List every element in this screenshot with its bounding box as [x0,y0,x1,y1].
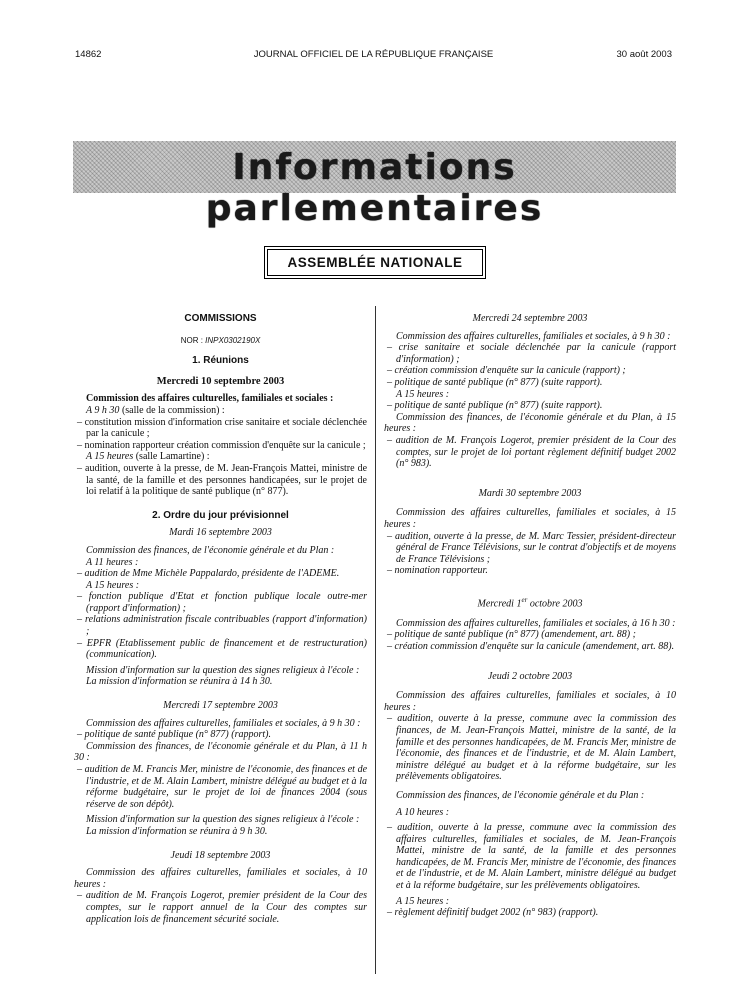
list-item: – création commission d'enquête sur la canicule (rapport) ; [384,365,676,377]
time: A 15 heures : [396,895,450,907]
list-item: – audition, ouverte à la presse, commune avec la commission des finances, de M. Jean-François Mattei, ministre de la santé, de la famille et des personnes handicapées, de M. Francis Mer, ministre de l'économie, des finances et de l'industrie, et de M. Alain Lambert, ministre délégué au budget et à la réforme budgétaire, sur les prélèvements obligatoires. [384,713,676,783]
journal-title: JOURNAL OFFICIEL DE LA RÉPUBLIQUE FRANÇAISE [253,49,494,60]
time: A 15 heures : [86,579,140,591]
time: A 11 heures : [86,556,139,568]
list-item: – crise sanitaire et sociale déclenchée par la canicule (rapport d'information) ; [384,342,676,365]
list-item: – EPFR (Etablissement public de financement et de restructuration) (communication). [74,638,367,661]
list-item: – politique de santé publique (n° 877) (rapport). [74,729,367,741]
list-item: – fonction publique d'Etat et fonction publique locale outre-mer (rapport d'information) ; [74,591,367,614]
list-item: – audition de M. François Logerot, premier président de la Cour des comptes, sur le projet de loi portant règlement définitif budget 2002 (n° 983). [384,435,676,470]
page-number: 14862 [75,49,102,60]
chamber-title: ASSEMBLÉE NATIONALE [287,255,463,270]
chamber-box [267,249,483,276]
commission-name: Commission des finances, de l'économie générale et du Plan, à 11 h 30 : [74,740,367,764]
agenda-list [384,400,676,412]
date-heading [384,595,676,610]
time-line [74,405,367,417]
time-line [74,451,367,463]
agenda-list [74,591,367,661]
list-item: – nomination rapporteur. [384,565,676,577]
list-item: – règlement définitif budget 2002 (n° 983) (rapport). [384,907,676,919]
agenda-list [74,417,367,452]
agenda-list [74,568,367,580]
agenda-list [384,822,676,892]
running-header [75,49,672,63]
nor-code: INPX0302190X [205,335,261,345]
mission-note: La mission d'information se réunira à 14 h 30. [86,676,273,688]
section-banner [73,141,676,229]
issue-date: 30 août 2003 [616,49,672,60]
date-heading: Jeudi 2 octobre 2003 [487,670,573,682]
agenda-list [384,435,676,470]
agenda-list [74,890,367,925]
place: (salle Lamartine) : [133,451,210,463]
nor-label: NOR : [180,335,203,345]
agenda-list [384,907,676,919]
list-item: – audition de M. Francis Mer, ministre de l'économie, des finances et de l'industrie, et de M. Alain Lambert, ministre délégué au budget et à la réforme budgétaire, sur le projet de loi de finances 2004 (sous réserve de son dépôt). [74,764,367,810]
list-item: – audition, ouverte à la presse, commune avec la commission des affaires culturelles, familiales et sociales, de M. Jean-François Mattei, ministre de la santé, de la famille et des personnes handicapées, de M. Francis Mer, ministre de l'économie, des finances et de l'industrie, et de M. Alain Lambert, ministre délégué au budget et à la réforme budgétaire, sur les prélèvements obligatoires. [384,822,676,892]
commission-name: Commission des affaires culturelles, familiales et sociales, à 9 h 30 : [396,330,671,342]
agenda-list [74,764,367,810]
commission-name: Commission des finances, de l'économie générale et du Plan : [396,789,645,801]
commission-name: Commission des finances, de l'économie générale et du Plan : [86,544,335,556]
column-divider [375,306,376,974]
commission-name: Commission des affaires culturelles, familiales et sociales, à 9 h 30 : [86,717,361,729]
place: (salle de la commission) : [119,404,225,416]
date-heading: Jeudi 18 septembre 2003 [170,849,271,861]
time: A 15 heures : [396,388,450,400]
agenda-list [74,729,367,741]
date-heading: Mercredi 17 septembre 2003 [163,700,278,712]
list-item: – création commission d'enquête sur la canicule (amendement, art. 88). [384,641,676,653]
ordre-heading: 2. Ordre du jour prévisionnel [152,509,289,521]
list-item: – politique de santé publique (n° 877) (suite rapport). [384,400,676,412]
list-item: – audition, ouverte à la presse, de M. Marc Tessier, président-directeur général de France Télévisions, sur le contrat d'objectifs et de moyens de France Télévisions ; [384,531,676,566]
commission-name: Commission des finances, de l'économie générale et du Plan, à 15 heures : [384,411,676,435]
agenda-list [384,531,676,577]
right-column [384,306,676,919]
date-heading: Mardi 16 septembre 2003 [169,527,272,539]
date-suffix: octobre 2003 [527,598,583,610]
list-item: – politique de santé publique (n° 877) (amendement, art. 88) ; [384,629,676,641]
list-item: – audition de Mme Michèle Pappalardo, présidente de l'ADEME. [74,568,367,580]
date-superscript: er [521,595,528,604]
time: A 10 heures : [396,806,450,818]
agenda-list [384,342,676,388]
commission-name: Commission des affaires culturelles, familiales et sociales, à 16 h 30 : [396,617,676,629]
commission-name: Commission des affaires culturelles, familiales et sociales, à 10 heures : [384,690,676,713]
commission-name: Commission des affaires culturelles, familiales et sociales, à 10 heures : [74,867,367,890]
mission-name: Mission d'information sur la question des signes religieux à l'école : [86,814,360,826]
list-item: – politique de santé publique (n° 877) (suite rapport). [384,377,676,389]
commissions-heading: COMMISSIONS [184,313,257,324]
date-prefix: Mercredi 1 [477,598,522,610]
list-item: – nomination rapporteur création commission d'enquête sur la canicule ; [74,440,367,452]
mission-name: Mission d'information sur la question des signes religieux à l'école : [86,664,360,676]
date-heading: Mercredi 10 septembre 2003 [156,375,285,387]
commission-name: Commission des affaires culturelles, familiales et sociales, à 15 heures : [384,507,676,530]
banner-title: Informations parlementaires [205,147,544,229]
date-heading: Mardi 30 septembre 2003 [478,487,582,499]
list-item: – audition de M. François Logerot, premier président de la Cour des comptes, sur le rapport annuel de la Cour des comptes sur application lois de financement sécurité sociale. [74,890,367,925]
list-item: – relations administration fiscale contribuables (rapport d'information) ; [74,614,367,637]
nor-reference [74,335,367,347]
time: A 15 heures [86,451,134,463]
reunions-heading: 1. Réunions [192,355,249,367]
agenda-list [74,463,367,498]
commission-name: Commission des affaires culturelles, familiales et sociales : [86,393,334,405]
list-item: – constitution mission d'information crise sanitaire et sociale déclenchée par la canicule ; [74,417,367,440]
list-item: – audition, ouverte à la presse, de M. Jean-François Mattei, ministre de la santé, de la famille et des personnes handicapées, sur le projet de loi relatif à la politique de santé publique (n° 877). [74,463,367,498]
left-column [74,306,367,925]
time: A 9 h 30 [86,404,120,416]
mission-note: La mission d'information se réunira à 9 h 30. [86,825,268,837]
agenda-list [384,629,676,652]
agenda-list [384,713,676,783]
date-heading: Mercredi 24 septembre 2003 [472,313,588,324]
